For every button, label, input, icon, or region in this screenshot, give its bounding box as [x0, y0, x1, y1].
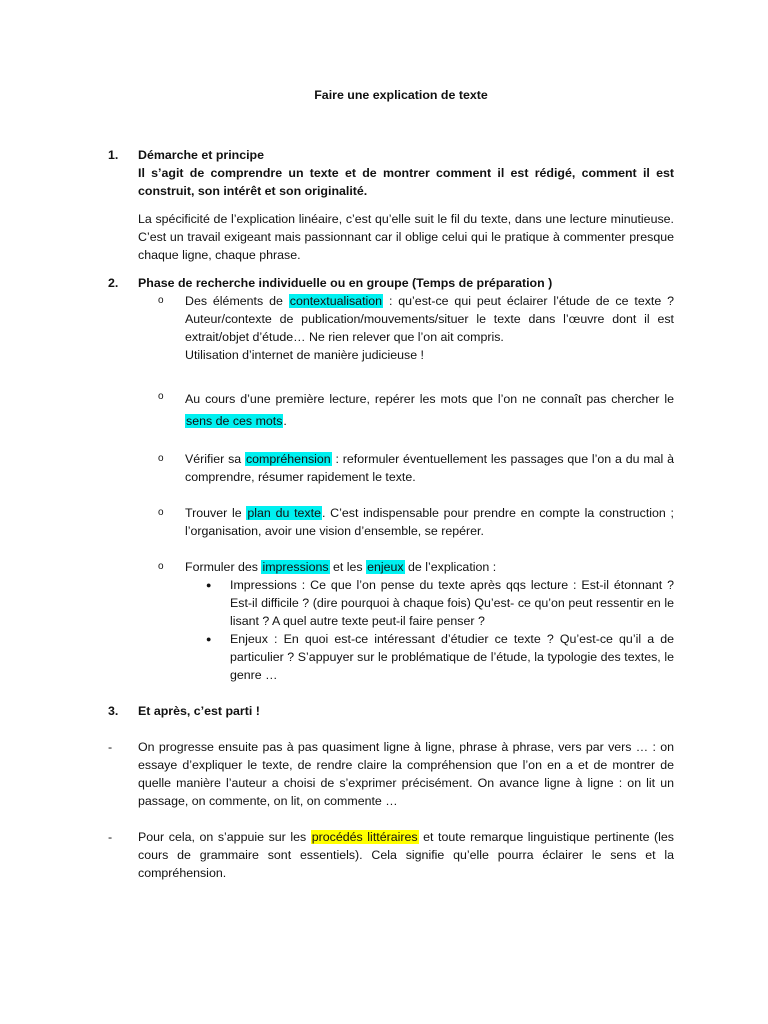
section-body	[138, 702, 674, 720]
section-heading: Et après, c’est parti !	[138, 704, 260, 718]
highlight-cyan: sens de ces mots	[186, 414, 283, 428]
paragraph: Il s’agit de comprendre un texte et de montrer comment il est rédigé, comment il est construit, son intérêt et son originalité.	[138, 166, 674, 198]
list-item: o Au cours d’une première lecture, repérer les mots que l’on ne connaît pas chercher le sens de ces mots.	[158, 388, 674, 432]
circle-bullet-icon: o	[158, 295, 164, 306]
bullet-icon: ●	[206, 634, 212, 644]
list-item: o Formuler des impressions et les enjeux de l’explication :	[158, 560, 497, 574]
highlight-cyan: plan du texte	[247, 506, 321, 520]
section-heading: Phase de recherche individuelle ou en groupe (Temps de préparation )	[138, 276, 553, 290]
dash-marker: -	[108, 740, 113, 754]
section-1	[108, 146, 674, 200]
circle-bullet-icon: o	[158, 453, 164, 464]
paragraph: La spécificité de l’explication linéaire, c’est qu’elle suit le fil du texte, dans une lecture minutieuse. C’est un travail exigeant mais passionnant car il oblige celui qui le pratique à commenter presque chaque ligne, chaque phrase.	[138, 212, 674, 262]
paragraph: Utilisation d’internet de manière judicieuse !	[185, 348, 424, 362]
section-heading: Démarche et principe	[138, 148, 265, 162]
dash-marker: -	[108, 830, 113, 844]
highlight-cyan: compréhension	[245, 452, 331, 466]
paragraph: Impressions : Ce que l’on pense du texte après qqs lecture : Est-il étonnant ? Est-il difficile ? (dire pourquoi à chaque fois) Qu’est- ce qu’on peut ressentir en le lisant ? A quel autre texte peut-il faire penser ?	[230, 578, 674, 628]
highlight-cyan: contextualisation	[289, 294, 383, 308]
circle-bullet-icon: o	[158, 391, 164, 402]
circle-bullet-icon: o	[158, 561, 164, 572]
section-number: 2.	[108, 276, 119, 290]
section-2	[108, 274, 674, 576]
bullet-icon: ●	[206, 580, 212, 590]
list-item: o Des éléments de contextualisation : qu’est-ce qui peut éclairer l’étude de ce texte ? Auteur/contexte de publication/mouvements/situer le texte dans l’œuvre dont il est extrait/objet d’étude… Ne rien relever que l’on ait compris. Utilisation d’internet de manière judicieuse !	[158, 294, 675, 362]
list-item: o Vérifier sa compréhension : reformuler éventuellement les passages que l’on a du mal à comprendre, résumer rapidement le texte.	[158, 452, 674, 484]
highlight-cyan: impressions	[262, 560, 329, 574]
paragraph: On progresse ensuite pas à pas quasiment ligne à ligne, phrase à phrase, vers par vers … : on essaye d’expliquer le texte, de rendre claire la compréhension que l’on en a et de montrer de quelle manière l’auteur a choisi de s’exprimer précisément. On avance ligne à ligne : on lit un passage, on commente, on lit, on commente …	[138, 740, 674, 808]
paragraph: Enjeux : En quoi est-ce intéressant d’étudier ce texte ? Qu’est-ce qu’il a de particulier ? S’appuyer sur le problématique de l’étude, la typologie des textes, le genre …	[230, 632, 674, 682]
document-title: Faire une explication de texte	[314, 88, 488, 102]
highlight-cyan: enjeux	[367, 560, 404, 574]
circle-bullet-icon: o	[158, 507, 164, 518]
section-number: 1.	[108, 148, 119, 162]
dash-item	[108, 738, 674, 810]
sub-list-item	[206, 576, 674, 630]
section-body	[138, 274, 674, 576]
sub-list-item	[206, 630, 674, 684]
section-body	[138, 146, 674, 200]
highlight-yellow: procédés littéraires	[311, 830, 418, 844]
section-number: 3.	[108, 704, 119, 718]
section-3	[108, 702, 674, 720]
dash-item: - Pour cela, on s’appuie sur les procédés littéraires et toute remarque linguistique pertinente (les cours de grammaire sont essentiels). Cela signifie qu’elle pourra éclairer le sens et la compréhension.	[108, 830, 674, 880]
list-item: o Trouver le plan du texte. C’est indispensable pour prendre en compte la construction ; l’organisation, avoir une vision d’ensemble, se repérer.	[158, 506, 674, 538]
